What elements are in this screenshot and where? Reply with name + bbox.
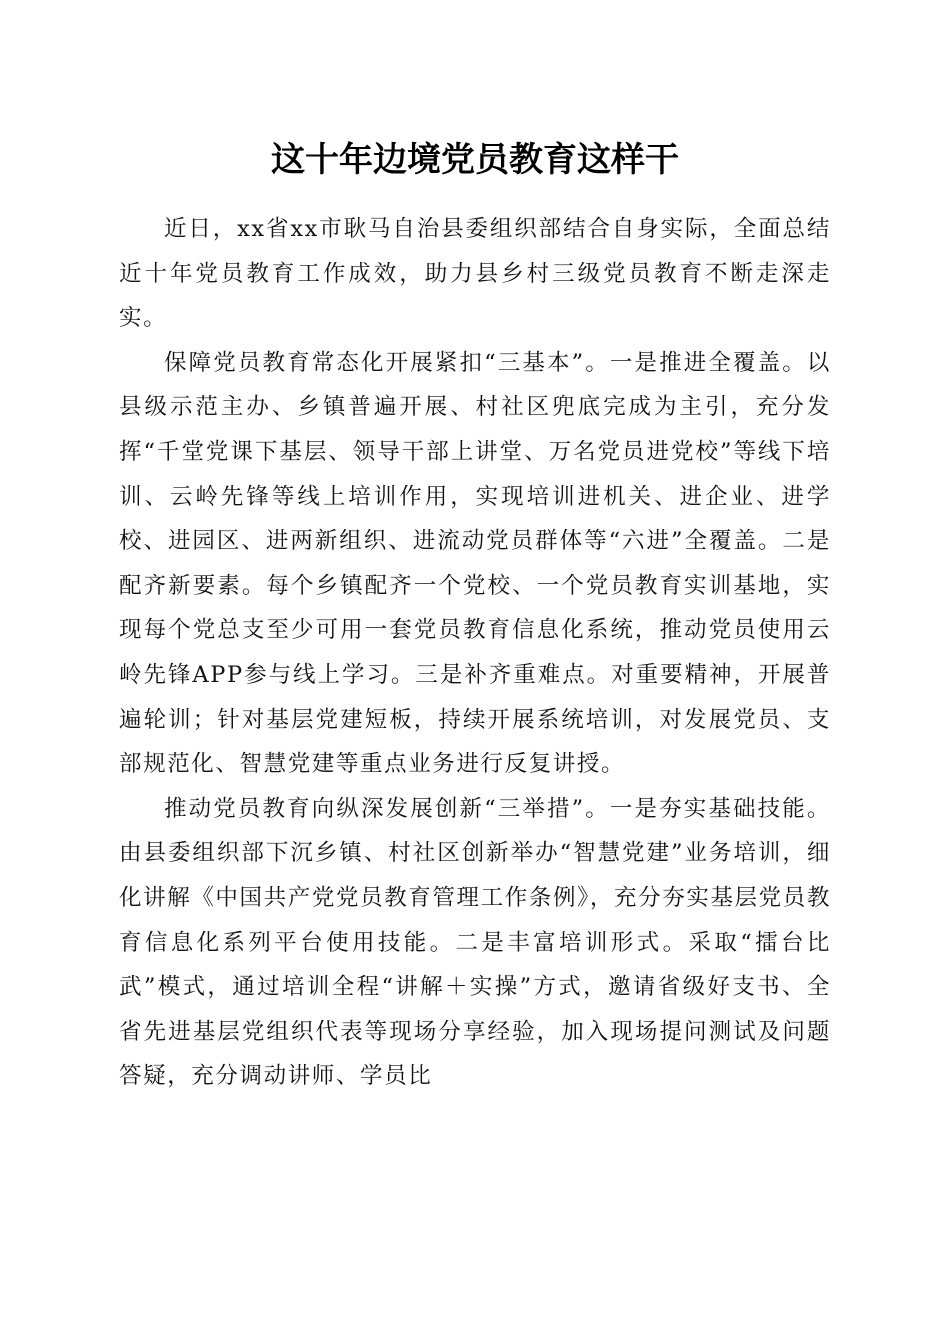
document-body <box>119 207 831 1099</box>
paragraph-three-basics: 保障党员教育常态化开展紧扣“三基本”。一是推进全覆盖。以县级示范主办、乡镇普遍开展、村社区兜底完成为主引，充分发挥“千堂党课下基层、领导干部上讲堂、万名党员进党校”等线下培训、云岭先锋等线上培训作用，实现培训进机关、进企业、进学校、进园区、进两新组织、进流动党员群体等“六进”全覆盖。二是配齐新要素。每个乡镇配齐一个党校、一个党员教育实训基地，实现每个党总支至少可用一套党员教育信息化系统，推动党员使用云岭先锋APP参与线上学习。三是补齐重难点。对重要精神，开展普遍轮训；针对基层党建短板，持续开展系统培训，对发展党员、支部规范化、智慧党建等重点业务进行反复讲授。 <box>119 349 831 778</box>
paragraph-three-measures: 推动党员教育向纵深发展创新“三举措”。一是夯实基础技能。由县委组织部下沉乡镇、村社区创新举办“智慧党建”业务培训，细化讲解《中国共产党党员教育管理工作条例》，充分夯实基层党员教育信息化系列平台使用技能。二是丰富培训形式。采取“擂台比武”模式，通过培训全程“讲解＋实操”方式，邀请省级好支书、全省先进基层党组织代表等现场分享经验，加入现场提问测试及问题答疑，充分调动讲师、学员比 <box>119 795 831 1090</box>
paragraph-intro: 近日，xx省xx市耿马自治县委组织部结合自身实际，全面总结近十年党员教育工作成效，助力县乡村三级党员教育不断走深走实。 <box>119 216 831 332</box>
document-title: 这十年边境党员教育这样干 <box>271 140 679 180</box>
